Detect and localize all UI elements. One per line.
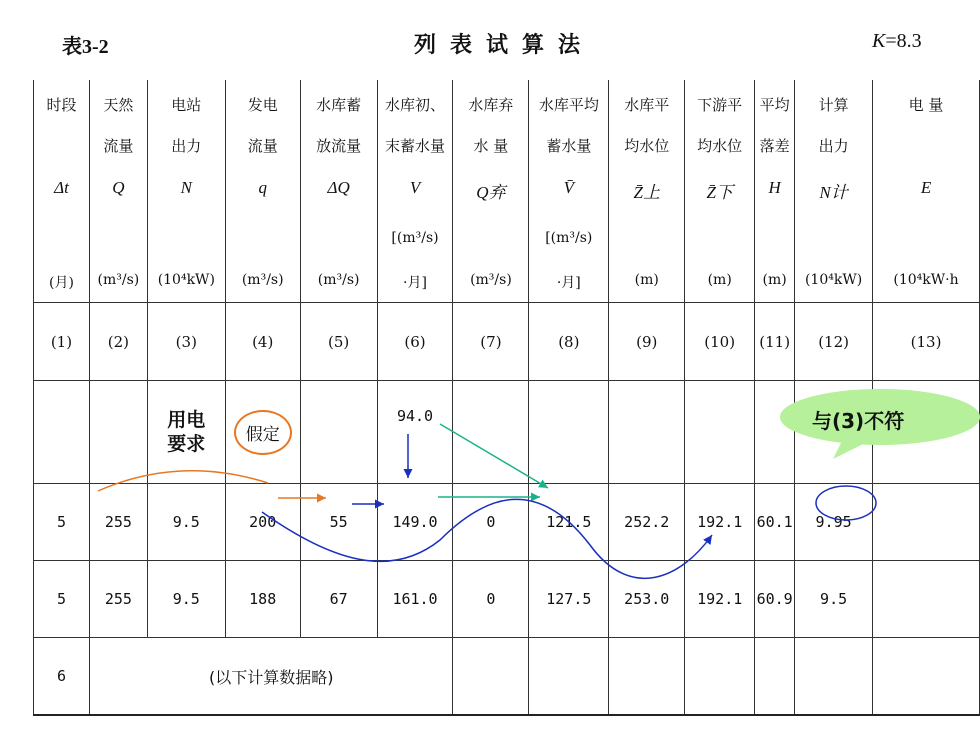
header-line: V̄ (563, 178, 575, 197)
header-line: N (180, 178, 192, 197)
table-cell: 5 (34, 561, 90, 638)
table-title: 列表试算法 (414, 33, 595, 58)
header-line: ·月] (403, 275, 427, 291)
table-cell: 0 (453, 561, 529, 638)
header-line: 电站 (171, 96, 202, 114)
header-line: 蓄水量 (546, 137, 592, 155)
header-line: 水库蓄 (316, 96, 362, 114)
assumed-label: 假定 (234, 410, 292, 455)
table-cell: 255 (89, 561, 147, 638)
computed-output-value: 9.95 (815, 513, 852, 531)
header-line: 出力 (171, 137, 202, 155)
row3-period: 6 (34, 638, 90, 716)
header-line: [(m³/s) (391, 230, 439, 246)
header-line: 时段 (46, 96, 77, 114)
header-line: 下游平 (697, 96, 743, 114)
table-cell: 192.1 (685, 484, 755, 561)
column-number: (7) (453, 303, 529, 381)
table-cell: 0 (453, 484, 529, 561)
header-line: (m³/s) (470, 272, 512, 288)
initial-storage-value: 94.0 (396, 407, 434, 425)
header-line: 水库平均 (538, 96, 599, 114)
header-line: (10⁴kW·h (893, 272, 959, 288)
table-cell: 55 (300, 484, 377, 561)
header-line: 天然 (103, 96, 134, 114)
table-cell: 255 (89, 484, 147, 561)
table-cell: 253.0 (609, 561, 685, 638)
table-cell: 252.2 (609, 484, 685, 561)
column-number: (1) (34, 303, 90, 381)
header-line: 水库弃 (468, 96, 514, 114)
header-line: 放流量 (316, 137, 362, 155)
table-cell: 67 (300, 561, 377, 638)
power-demand-line: 用电 (167, 409, 206, 431)
k-label: K (872, 30, 886, 52)
header-line: (月) (48, 275, 74, 291)
header-line: 均水位 (624, 137, 670, 155)
header-line: 发电 (247, 96, 278, 114)
table-cell: 127.5 (529, 561, 609, 638)
table-cell: 60.9 (755, 561, 795, 638)
header-line: 平均 (759, 96, 790, 114)
orange-arc (98, 471, 268, 491)
header-line: Z̄下 (706, 183, 733, 202)
header-line: ·月] (556, 275, 581, 291)
header-line: E (920, 178, 932, 197)
table-cell: 60.1 (755, 484, 795, 561)
header-line: Q (112, 178, 125, 197)
header-line: 末蓄水量 (385, 137, 446, 155)
header-line: q (258, 178, 267, 197)
blue-wave (262, 499, 712, 578)
table-cell: 5 (34, 484, 90, 561)
header-line: 水库平 (624, 96, 670, 114)
header-line: (m³/s) (97, 272, 140, 288)
column-number: (12) (795, 303, 873, 381)
header-line: 均水位 (697, 137, 743, 155)
column-number: (3) (147, 303, 225, 381)
header-line: V (409, 178, 421, 197)
header-line: (10⁴kW) (804, 272, 863, 288)
column-number: (2) (89, 303, 147, 381)
header-line: 出力 (818, 137, 849, 155)
table-cell: 9.5 (795, 561, 873, 638)
header-line: (m) (707, 272, 732, 288)
table-cell: 9.5 (147, 561, 225, 638)
table-cell: 161.0 (377, 561, 453, 638)
header-line: N计 (819, 183, 848, 202)
header-line: Z̄上 (633, 183, 660, 202)
column-number: (6) (377, 303, 453, 381)
column-number: (11) (755, 303, 795, 381)
header-line: (m³/s) (241, 272, 284, 288)
header-line: (m) (634, 272, 659, 288)
header-line: Q弃 (476, 183, 506, 202)
table-cell: 188 (225, 561, 300, 638)
header-line: (m) (762, 272, 787, 288)
column-number: (5) (300, 303, 377, 381)
header-line: 落差 (759, 137, 790, 155)
header-line: 计算 (818, 96, 849, 114)
header-line: 电 量 (908, 96, 944, 114)
table-id: 表3-2 (62, 36, 109, 58)
header-line: (10⁴kW) (157, 272, 215, 288)
header-line: H (768, 178, 781, 197)
column-number: (9) (609, 303, 685, 381)
table-cell: 121.5 (529, 484, 609, 561)
table-cell: 192.1 (685, 561, 755, 638)
header-line: 流量 (103, 137, 134, 155)
header-line: 水库初、 (385, 96, 446, 114)
header-line: Δt (54, 178, 69, 197)
column-number: (4) (225, 303, 300, 381)
k-value: =8.3 (885, 30, 922, 52)
table-cell: 200 (225, 484, 300, 561)
header-line: [(m³/s) (545, 230, 593, 246)
column-number: (10) (685, 303, 755, 381)
header-line: 水 量 (473, 137, 509, 155)
computed-output-circle (816, 486, 876, 520)
table-cell: 149.0 (377, 484, 453, 561)
table-cell: 9.5 (147, 484, 225, 561)
header-line: (m³/s) (317, 272, 360, 288)
header-line: ΔQ (327, 178, 350, 197)
power-demand-line: 要求 (167, 433, 206, 455)
column-number: (8) (529, 303, 609, 381)
omitted-note: (以下计算数据略) (208, 667, 334, 687)
header-line: 流量 (247, 137, 278, 155)
column-number: (13) (873, 303, 980, 381)
mismatch-callout: 与(3)不符 (812, 409, 905, 433)
teal-arrow-diag (440, 424, 548, 488)
